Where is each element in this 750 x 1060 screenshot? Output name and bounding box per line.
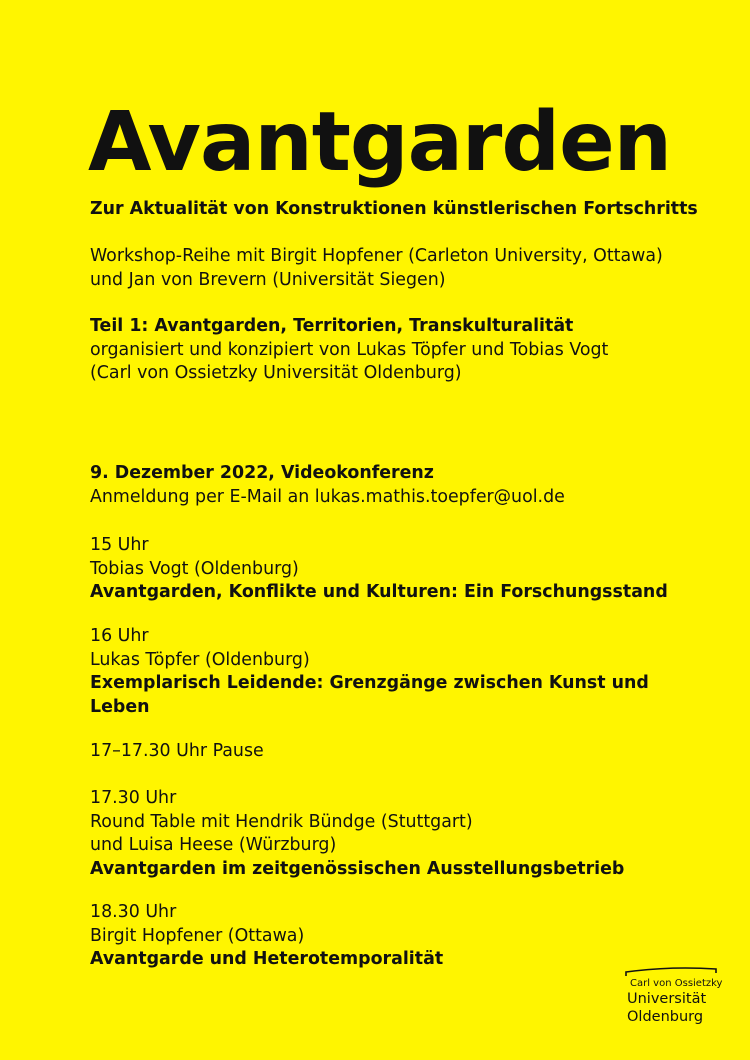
series-line-2: und Jan von Brevern (Universität Siegen): [90, 269, 446, 290]
session-4: [90, 901, 690, 972]
subtitle: Zur Aktualität von Konstruktionen künstlerischen Fortschritts: [90, 199, 698, 219]
part-heading: Teil 1: Avantgarden, Territorien, Transkulturalität: [90, 316, 574, 336]
session-1: [90, 534, 690, 605]
session-speaker: Lukas Töpfer (Oldenburg): [90, 649, 310, 670]
pause-block: [90, 740, 690, 764]
session-time: 15 Uhr: [90, 535, 149, 555]
session-3: [90, 787, 690, 881]
session-talk: Avantgarde und Heterotemporalität: [90, 949, 444, 969]
event-date: 9. Dezember 2022, Videokonferenz: [90, 463, 434, 483]
session-time: 16 Uhr: [90, 626, 149, 646]
session-time: 18.30 Uhr: [90, 902, 177, 922]
series-block: [90, 245, 690, 292]
event-block: [90, 462, 690, 509]
part-line-1: organisiert und konzipiert von Lukas Töpfer und Tobias Vogt: [90, 339, 609, 360]
series-line-1: Workshop-Reihe mit Birgit Hopfener (Carleton University, Ottawa): [90, 246, 663, 266]
session-talk: Avantgarden, Konflikte und Kulturen: Ein Forschungsstand: [90, 582, 668, 602]
session-speaker: Tobias Vogt (Oldenburg): [90, 558, 299, 579]
session-talk-line-2: Leben: [90, 696, 150, 717]
logo-line-2: Universität: [627, 991, 707, 1007]
event-registration: Anmeldung per E-Mail an lukas.mathis.toepfer@uol.de: [90, 486, 565, 507]
subtitle-block: [90, 198, 698, 222]
pause-text: 17–17.30 Uhr Pause: [90, 741, 264, 761]
part-line-2: (Carl von Ossietzky Universität Oldenburg): [90, 363, 462, 383]
session-speaker-line-1: Round Table mit Hendrik Bündge (Stuttgart): [90, 811, 473, 832]
university-logo: [620, 964, 723, 1030]
session-time: 17.30 Uhr: [90, 788, 177, 808]
logo-line-3: Oldenburg: [627, 1009, 704, 1025]
session-speaker-line-2: und Luisa Heese (Würzburg): [90, 835, 337, 855]
logo-line-1: Carl von Ossietzky: [630, 978, 723, 989]
session-2: [90, 625, 690, 719]
session-speaker: Birgit Hopfener (Ottawa): [90, 925, 305, 946]
logo-arc-icon: [620, 964, 720, 978]
session-talk: Avantgarden im zeitgenössischen Ausstellungsbetrieb: [90, 858, 625, 879]
poster-title: Avantgarden: [88, 95, 672, 190]
part-block: [90, 315, 690, 386]
session-talk-line-1: Exemplarisch Leidende: Grenzgänge zwischen Kunst und: [90, 673, 649, 693]
